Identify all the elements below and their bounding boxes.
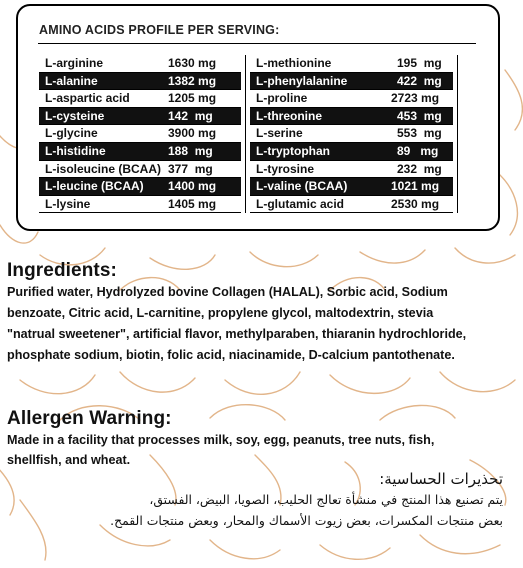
amino-row bbox=[39, 73, 241, 91]
amino-name: L-histidine bbox=[45, 143, 106, 158]
amino-value: 232 mg bbox=[397, 161, 442, 176]
amino-name: L-tryptophan bbox=[256, 143, 330, 158]
amino-name: L-cysteine bbox=[45, 108, 105, 123]
amino-name: L-methionine bbox=[256, 56, 332, 70]
amino-name: L-phenylalanine bbox=[256, 73, 348, 88]
allergen-line: shellfish, and wheat. bbox=[7, 453, 131, 467]
amino-value: 89 mg bbox=[397, 143, 439, 158]
amino-row bbox=[39, 108, 241, 126]
amino-name: L-valine (BCAA) bbox=[256, 179, 348, 194]
amino-row bbox=[39, 143, 241, 161]
amino-row bbox=[39, 196, 241, 214]
amino-value: 188 mg bbox=[168, 143, 213, 158]
amino-row bbox=[250, 143, 453, 161]
amino-row bbox=[39, 125, 241, 143]
ingredients-heading: Ingredients: bbox=[7, 260, 117, 281]
ingredients-line: Purified water, Hydrolyzed bovine Collagen (HALAL), Sorbic acid, Sodium bbox=[7, 285, 448, 299]
amino-acids-panel bbox=[16, 4, 500, 231]
amino-name: L-arginine bbox=[45, 56, 104, 70]
ingredients-line: benzoate, Citric acid, L-carnitine, propylene glycol, maltodextrin, stevia bbox=[7, 306, 434, 320]
amino-name: L-threonine bbox=[256, 108, 322, 123]
amino-value: 2530 mg bbox=[391, 196, 440, 211]
amino-value: 195 mg bbox=[397, 56, 442, 70]
amino-name: L-alanine bbox=[45, 73, 98, 88]
amino-row bbox=[250, 178, 453, 196]
amino-row bbox=[39, 178, 241, 196]
amino-value: 1405 mg bbox=[168, 196, 217, 211]
amino-row bbox=[250, 161, 453, 179]
amino-value: 3900 mg bbox=[168, 126, 217, 141]
amino-name: L-lysine bbox=[45, 196, 91, 211]
allergen-heading: Allergen Warning: bbox=[7, 408, 172, 429]
amino-name: L-glycine bbox=[45, 126, 98, 141]
amino-column-left bbox=[39, 55, 241, 213]
amino-name: L-glutamic acid bbox=[256, 196, 345, 211]
arabic-allergen-section bbox=[110, 470, 503, 528]
amino-value: 453 mg bbox=[397, 108, 442, 123]
amino-name: L-tyrosine bbox=[256, 161, 315, 176]
amino-row bbox=[39, 161, 241, 179]
amino-row bbox=[250, 125, 453, 143]
ingredients-section bbox=[7, 260, 517, 366]
allergen-line: Made in a facility that processes milk, soy, egg, peanuts, tree nuts, fish, bbox=[7, 433, 435, 447]
ingredients-line: "natrual sweetener", artificial flavor, methylparaben, thiaranin hydrochloride, bbox=[7, 327, 467, 341]
amino-value: 1021 mg bbox=[391, 179, 440, 194]
ingredients-text bbox=[7, 282, 517, 366]
amino-table-title: AMINO ACIDS PROFILE PER SERVING: bbox=[39, 23, 280, 37]
amino-name: L-leucine (BCAA) bbox=[45, 179, 144, 194]
amino-value: 1400 mg bbox=[168, 179, 217, 194]
amino-row bbox=[250, 90, 453, 108]
arabic-allergen-line: بعض منتجات المكسرات، بعض زيوت الأسماك والمحار، وبعض منتجات القمح. bbox=[110, 513, 503, 528]
amino-row bbox=[39, 90, 241, 108]
arabic-allergen-heading: تحذيرات الحساسية: bbox=[379, 470, 503, 488]
amino-row bbox=[250, 108, 453, 126]
column-divider bbox=[245, 55, 246, 213]
amino-value: 377 mg bbox=[168, 161, 213, 176]
amino-name: L-aspartic acid bbox=[45, 91, 130, 106]
amino-value: 422 mg bbox=[397, 73, 442, 88]
amino-value: 2723 mg bbox=[391, 91, 440, 106]
amino-name: L-proline bbox=[256, 91, 308, 106]
amino-row bbox=[250, 196, 453, 214]
amino-value: 1630 mg bbox=[168, 56, 217, 70]
amino-column-right bbox=[250, 55, 453, 213]
title-divider bbox=[38, 43, 476, 44]
amino-value: 553 mg bbox=[397, 126, 442, 141]
amino-row bbox=[250, 55, 453, 73]
amino-value: 142 mg bbox=[168, 108, 213, 123]
amino-row bbox=[39, 55, 241, 73]
amino-name: L-isoleucine (BCAA) bbox=[45, 161, 162, 176]
amino-name: L-serine bbox=[256, 126, 303, 141]
ingredients-line: phosphate sodium, biotin, folic acid, niacinamide, D-calcium pantothenate. bbox=[7, 348, 455, 362]
amino-value: 1382 mg bbox=[168, 73, 217, 88]
column-divider-right bbox=[457, 55, 458, 213]
allergen-section bbox=[7, 408, 517, 470]
allergen-text bbox=[7, 430, 517, 470]
amino-value: 1205 mg bbox=[168, 91, 217, 106]
arabic-allergen-line: يتم تصنيع هذا المنتج في منشأة تعالج الحليب، الصويا، البيض، الفستق، bbox=[149, 492, 503, 507]
amino-row bbox=[250, 73, 453, 91]
